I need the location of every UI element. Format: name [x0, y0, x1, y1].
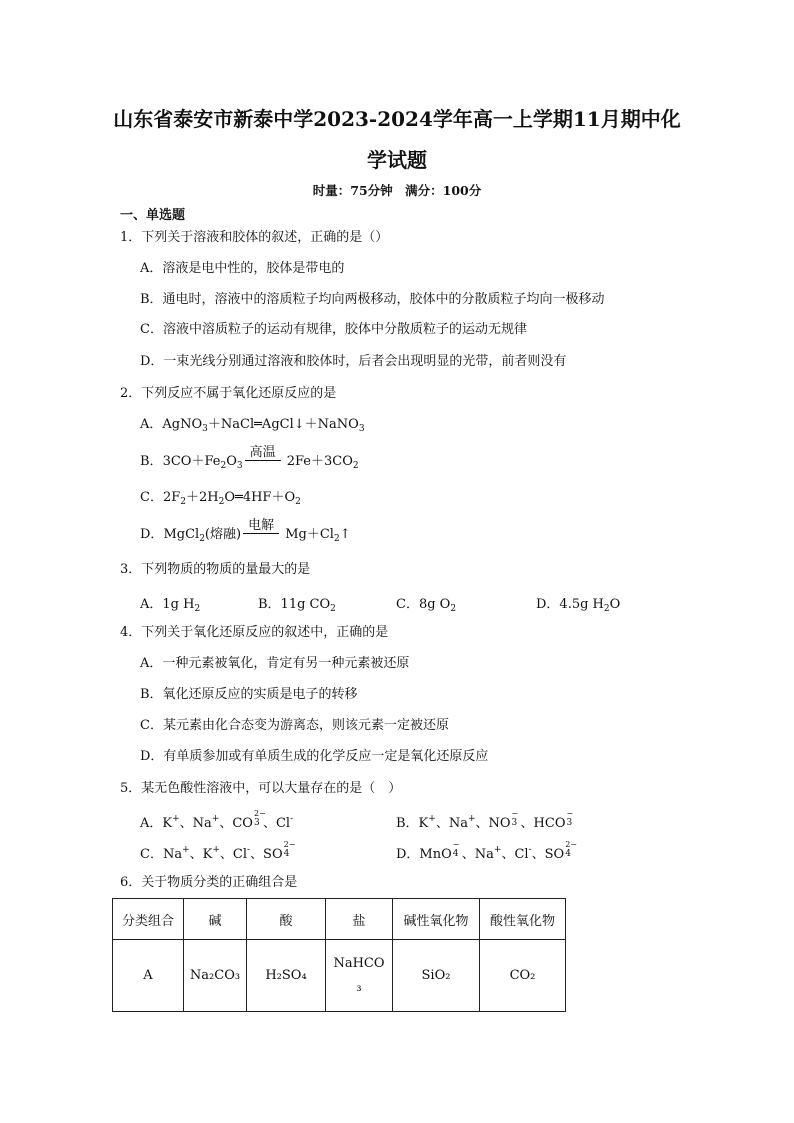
table-header-cell: 盐: [326, 899, 393, 940]
option-text-tail: O: [609, 597, 621, 612]
question-3-option-a: A．1g $H_2$: [140, 597, 201, 614]
table-cell: A: [113, 940, 184, 1012]
table-header-cell: 碱性氧化物: [393, 899, 480, 940]
page-title-line1: 山东省泰安市新泰中学2023-2024学年高一上学期11月期中化: [113, 107, 681, 131]
table-cell: [184, 940, 247, 1012]
question-3-option-b: B．11g $CO_2$: [258, 597, 336, 614]
question-4-stem: 4．下列关于氧化还原反应的叙述中，正确的是: [120, 625, 389, 640]
table-cell: [326, 940, 393, 1012]
question-3-stem: 3．下列物质的物质的量最大的是: [120, 562, 311, 577]
table-cell-text: Na₂CO₃: [189, 967, 241, 983]
question-1-option-a: A．溶液是电中性的，胶体是带电的: [140, 261, 345, 276]
question-1-option-c: C．溶液中溶质粒子的运动有规律，胶体中分散质粒子的运动无规律: [140, 322, 527, 337]
table-header-cell: 酸性氧化物: [480, 899, 566, 940]
table-header-row: [113, 899, 566, 940]
option-text: D．4.5g H: [536, 597, 604, 612]
question-1-option-d: D．一束光线分别通过溶液和胶体时，后者会出现明显的光带，前者则没有: [140, 354, 567, 369]
question-5-option-a: A．K+、Na+、CO 2− 3 、Cl-: [140, 809, 294, 831]
option-letter: A．: [140, 417, 163, 432]
question-5-option-c: C．Na+、K+、Cl-、SO 2− 4: [140, 840, 296, 862]
question-4-option-a: A．一种元素被氧化，肯定有另一种元素被还原: [140, 656, 410, 671]
question-2-option-c: C．$2F_2+2H_2O═4HF+O_2$: [140, 490, 301, 507]
classification-table: [112, 898, 566, 1012]
reaction-condition-label: 高温: [249, 445, 276, 460]
option-letter: C．: [140, 490, 163, 505]
option-text: B．11g CO: [258, 597, 331, 612]
question-4-option-d: D．有单质参加或有单质生成的化学反应一定是氧化还原反应: [140, 749, 489, 764]
option-text: A．1g H: [140, 597, 195, 612]
option-text: C．8g O: [396, 597, 451, 612]
question-2-option-b: B．$3CO+Fe_2O_3$ 高温 $2Fe+3CO_2$: [140, 445, 359, 471]
question-3-option-d: D．4.5g $H_2O$: [536, 597, 621, 614]
question-2-option-a: A．AgNO$_3$＋NaCl═AgCl↓＋NaNO$_3$: [140, 417, 365, 434]
section-heading: 一、单选题: [120, 208, 186, 223]
question-3-option-c: C．8g $O_2$: [396, 597, 457, 614]
reaction-condition-arrow: [243, 445, 283, 471]
option-letter: D．: [140, 527, 164, 542]
table-header-cell: 分类组合: [113, 899, 184, 940]
table-cell-text: NaHCO₃: [333, 955, 385, 995]
page-title-line2: 学试题: [367, 148, 427, 172]
table-cell: H₂SO₄: [247, 940, 326, 1012]
exam-time-score: 时量：75分钟 满分：100分: [312, 183, 482, 198]
question-6-stem: 6．关于物质分类的正确组合是: [120, 875, 298, 890]
table-cell: CO₂: [480, 940, 566, 1012]
question-1-option-b: B．通电时，溶液中的溶质粒子均向两极移动，胶体中的分散质粒子均向一极移动: [140, 292, 605, 307]
table-row: [113, 940, 566, 1012]
question-5-stem: 5．某无色酸性溶液中，可以大量存在的是（ ）: [120, 781, 402, 796]
question-5-option-b: B．K+、Na+、NO − 3 、HCO − 3: [396, 809, 574, 831]
reaction-condition-arrow: [241, 518, 281, 544]
question-4-option-b: B．氧化还原反应的实质是电子的转移: [140, 687, 358, 702]
table-header-cell: 碱: [184, 899, 247, 940]
question-4-option-c: C．某元素由化合态变为游离态，则该元素一定被还原: [140, 718, 449, 733]
reaction-condition-label: 电解: [248, 518, 275, 533]
option-letter: B．: [140, 454, 163, 469]
question-2-option-d: D．MgCl$_2$(熔融) 电解 $Mg+Cl_2↑$: [140, 518, 351, 544]
table-cell: SiO₂: [393, 940, 480, 1012]
table-header-cell: 酸: [247, 899, 326, 940]
question-5-option-d: D．MnO − 4 、Na+、Cl-、SO 2− 4: [396, 840, 577, 862]
question-2-stem: 2．下列反应不属于氧化还原反应的是: [120, 386, 337, 401]
question-1-stem: 1．下列关于溶液和胶体的叙述，正确的是（）: [120, 230, 389, 245]
